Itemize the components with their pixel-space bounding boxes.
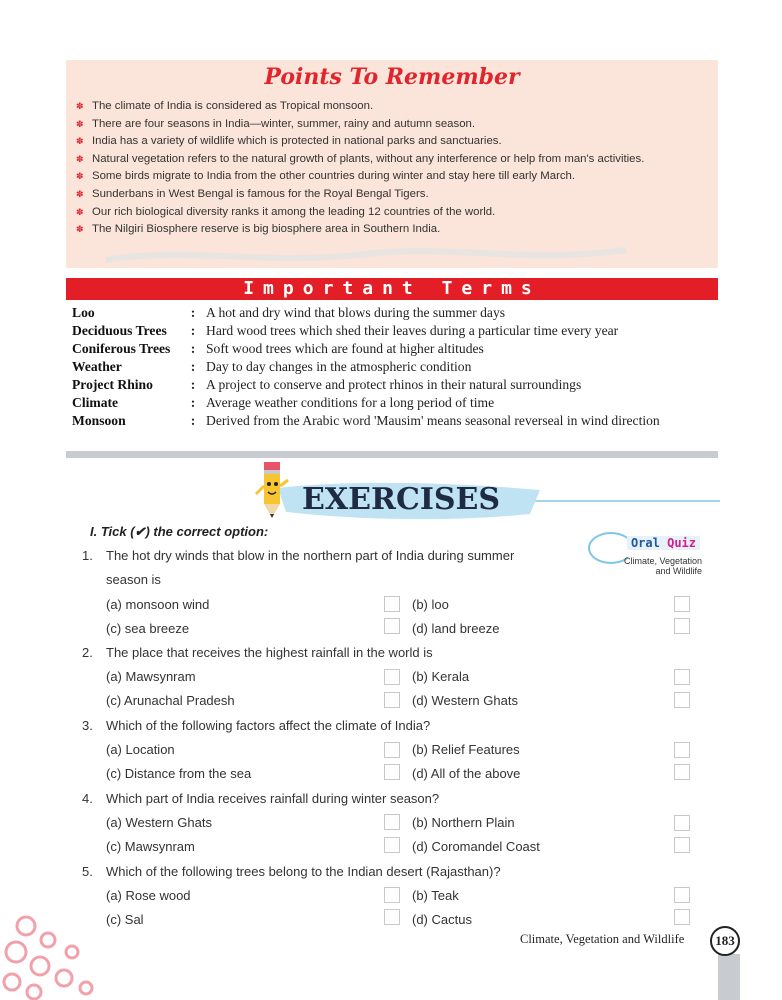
option-label: (c) Mawsynram [106, 839, 195, 854]
option-checkbox[interactable] [384, 837, 400, 853]
pencil-mascot-icon [252, 456, 292, 524]
option-label: (c) Arunachal Pradesh [106, 693, 235, 708]
oral-quiz-label: Oral Quiz [627, 536, 700, 550]
option-checkbox[interactable] [384, 692, 400, 708]
question-text: Which of the following factors affect the climate of India? [106, 718, 431, 733]
option-checkbox[interactable] [674, 692, 690, 708]
term-row: Monsoon : Derived from the Arabic word 'Mausim' means seasonal reverseal in wind direction [72, 413, 660, 428]
question-text: The place that receives the highest rainfall in the world is [106, 645, 433, 660]
point-item: ✽ Our rich biological diversity ranks it among the leading 12 countries of the world. [76, 204, 644, 222]
term-row: Weather : Day to day changes in the atmospheric condition [72, 359, 472, 374]
option-label: (d) Cactus [412, 912, 472, 927]
point-item: ✽ Some birds migrate to India from the other countries during winter and stay here till early March. [76, 168, 644, 186]
option-checkbox[interactable] [384, 596, 400, 612]
option-label: (a) Location [106, 742, 175, 757]
option-label: (d) Coromandel Coast [412, 839, 540, 854]
question-number: 4. [82, 791, 93, 806]
option-label: (a) Mawsynram [106, 669, 196, 684]
torn-paper-edge [66, 240, 718, 270]
question-text-cont: season is [106, 572, 161, 587]
option-checkbox[interactable] [674, 618, 690, 634]
option-label: (a) Western Ghats [106, 815, 212, 830]
option-checkbox[interactable] [384, 887, 400, 903]
flower-bullet-icon: ✽ [76, 224, 84, 235]
point-item: ✽ India has a variety of wildlife which is protected in national parks and sanctuaries. [76, 133, 644, 151]
option-checkbox[interactable] [384, 742, 400, 758]
point-item: ✽ Sunderbans in West Bengal is famous for the Royal Bengal Tigers. [76, 186, 644, 204]
section-heading: I. Tick (✔) the correct option: [90, 524, 269, 539]
question-text: Which of the following trees belong to the Indian desert (Rajasthan)? [106, 864, 501, 879]
flower-bullet-icon: ✽ [76, 118, 84, 129]
page-number-tab [708, 924, 742, 1000]
flower-bullet-icon: ✽ [76, 206, 84, 217]
oral-quiz-badge[interactable] [586, 530, 706, 582]
option-checkbox[interactable] [674, 887, 690, 903]
option-checkbox[interactable] [674, 742, 690, 758]
terms-divider [66, 451, 718, 458]
option-label: (c) Sal [106, 912, 144, 927]
page-number: 183 [710, 926, 740, 956]
flower-bullet-icon: ✽ [76, 136, 84, 147]
exercises-title: EXERCISES [302, 482, 501, 517]
point-item: ✽ The Nilgiri Biosphere reserve is big biosphere area in Southern India. [76, 221, 644, 239]
option-label: (a) monsoon wind [106, 597, 210, 612]
option-label: (b) Teak [412, 888, 459, 903]
option-checkbox[interactable] [384, 764, 400, 780]
flower-bullet-icon: ✽ [76, 171, 84, 182]
point-item: ✽ The climate of India is considered as Tropical monsoon. [76, 98, 644, 116]
points-list [76, 98, 644, 239]
option-checkbox[interactable] [674, 837, 690, 853]
question-number: 2. [82, 645, 93, 660]
term-row: Project Rhino : A project to conserve and protect rhinos in their natural surroundings [72, 377, 582, 392]
flower-bullet-icon: ✽ [76, 188, 84, 199]
flower-bullet-icon: ✽ [76, 101, 84, 111]
important-terms-heading: Important Terms [243, 278, 541, 299]
option-label: (a) Rose wood [106, 888, 191, 903]
term-row: Coniferous Trees : Soft wood trees which are found at higher altitudes [72, 341, 484, 356]
page-tab [718, 954, 740, 1000]
option-checkbox[interactable] [384, 909, 400, 925]
question-number: 1. [82, 548, 93, 563]
option-label: (b) Northern Plain [412, 815, 515, 830]
oral-quiz-subtitle: Climate, Vegetation and Wildlife [623, 556, 702, 576]
option-checkbox[interactable] [674, 764, 690, 780]
question-number: 5. [82, 864, 93, 879]
option-checkbox[interactable] [384, 814, 400, 830]
option-checkbox[interactable] [384, 669, 400, 685]
option-label: (c) sea breeze [106, 621, 190, 636]
option-checkbox[interactable] [674, 596, 690, 612]
option-label: (d) land breeze [412, 621, 500, 636]
option-label: (c) Distance from the sea [106, 766, 252, 781]
term-row: Deciduous Trees : Hard wood trees which shed their leaves during a particular time every year [72, 323, 619, 338]
option-checkbox[interactable] [674, 815, 690, 831]
points-to-remember-panel [66, 60, 718, 268]
option-checkbox[interactable] [384, 618, 400, 634]
chapter-footer: Climate, Vegetation and Wildlife [520, 932, 685, 946]
term-row: Climate : Average weather conditions for a long period of time [72, 395, 495, 410]
option-label: (b) Relief Features [412, 742, 520, 757]
bubble-decoration-icon [0, 908, 100, 1000]
question-text: Which part of India receives rainfall during winter season? [106, 791, 440, 806]
option-label: (b) loo [412, 597, 449, 612]
option-label: (d) All of the above [412, 766, 521, 781]
option-checkbox[interactable] [674, 909, 690, 925]
option-checkbox[interactable] [674, 669, 690, 685]
option-label: (d) Western Ghats [412, 693, 518, 708]
important-terms-bar [66, 278, 718, 300]
question-text: The hot dry winds that blow in the northern part of India during summer [106, 548, 515, 563]
question-number: 3. [82, 718, 93, 733]
term-row: Loo : A hot and dry wind that blows during the summer days [72, 305, 506, 320]
flower-bullet-icon: ✽ [76, 153, 84, 164]
option-label: (b) Kerala [412, 669, 470, 684]
point-item: ✽ Natural vegetation refers to the natural growth of plants, without any interference or help from man's activities. [76, 151, 644, 169]
terms-list [72, 304, 712, 430]
points-title: Points To Remember [264, 64, 520, 90]
point-item: ✽ There are four seasons in India—winter, summer, rainy and autumn season. [76, 116, 644, 134]
